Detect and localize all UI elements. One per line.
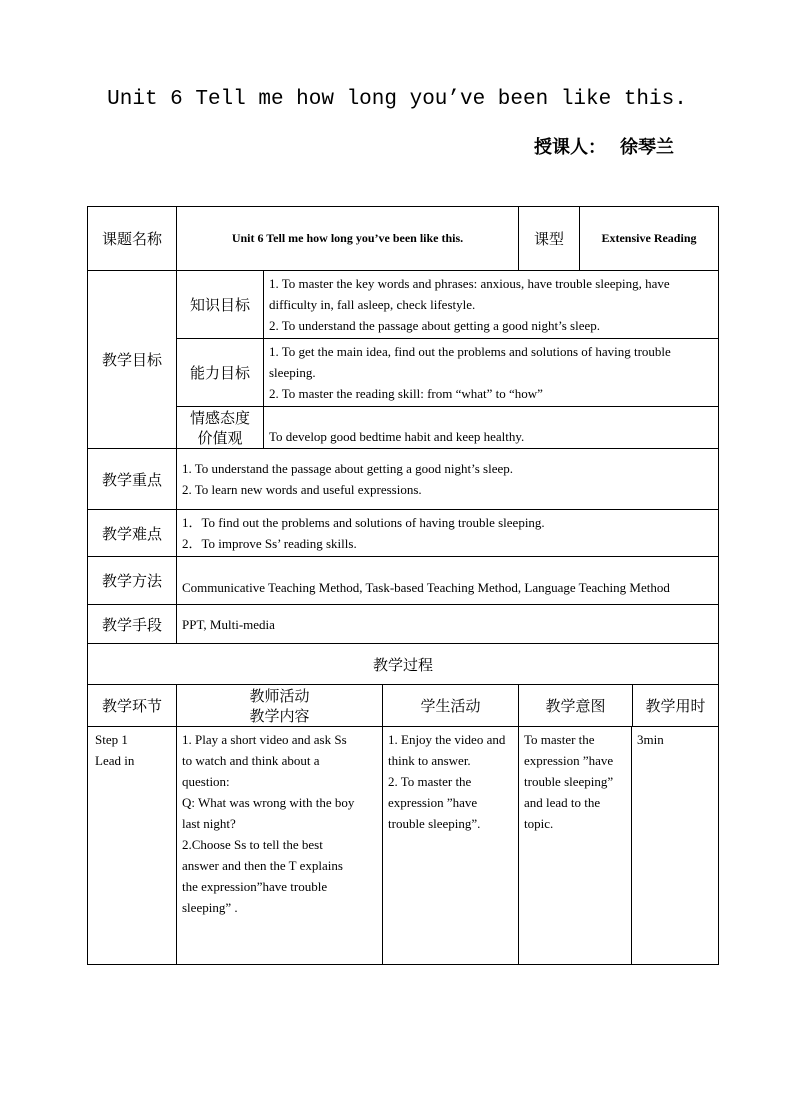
knowledge-item: 2. To understand the passage about getting a good night’s sleep. [269,318,601,333]
means-label: 教学手段 [88,605,177,644]
teacher-activity-item: 2.Choose Ss to tell the best answer and then the T explains the expression”have trouble sleeping” . [182,837,343,915]
page-title: Unit 6 Tell me how long you’ve been like this. [107,88,687,111]
key-point-item: 1. To understand the passage about getting a good night’s sleep. [182,461,514,476]
topic-row [88,207,719,271]
goal-ability-row [88,339,719,407]
difficult-points-cell [177,510,719,557]
knowledge-item: 1. To master the key words and phrases: anxious, have trouble sleeping, have difficulty in, fall asleep, check lifestyle. [269,276,670,312]
teacher-activity-cell [177,727,383,965]
difficult-point-item: 1．To find out the problems and solutions of having trouble sleeping. [182,515,545,530]
knowledge-cell [264,271,719,339]
goals-label: 教学目标 [88,271,177,449]
type-label: 课型 [519,207,580,271]
emotion-text: To develop good bedtime habit and keep healthy. [264,407,719,449]
key-points-row [88,449,719,510]
type-value: Extensive Reading [580,207,719,271]
teacher-line [534,133,674,159]
ability-cell [264,339,719,407]
difficult-points-label: 教学难点 [88,510,177,557]
header-teacher-line: 教学内容 [249,706,310,725]
header-step: 教学环节 [88,685,177,727]
step-line: Step 1 [95,732,128,747]
goal-knowledge-row [88,271,719,339]
header-teacher [177,685,383,727]
means-value: PPT, Multi-media [177,605,719,644]
teacher-label: 授课人： [534,137,606,158]
methods-row [88,557,719,605]
methods-value: Communicative Teaching Method, Task-based Teaching Method, Language Teaching Method [177,557,719,605]
student-activity-item: 2. To master the expression ”have trouble sleeping”. [388,774,481,831]
means-row [88,605,719,644]
ability-item: 1. To get the main idea, find out the problems and solutions of having trouble sleeping. [269,344,671,380]
step-cell [88,727,177,965]
process-title: 教学过程 [88,644,719,685]
key-points-cell [177,449,719,510]
teacher-activity-item: Q: What was wrong with the boy last night? [182,795,355,831]
process-row [88,727,719,965]
emotion-label [177,407,264,449]
header-teacher-line: 教师活动 [249,686,310,705]
ability-label: 能力目标 [177,339,264,407]
difficult-point-item: 2．To improve Ss’ reading skills. [182,536,357,551]
difficult-points-row [88,510,719,557]
header-time: 教学用时 [645,697,706,715]
knowledge-label: 知识目标 [177,271,264,339]
header-intent: 教学意图 [519,685,633,726]
step-line: Lead in [95,753,135,768]
emotion-label-line: 情感态度 [189,408,250,427]
intent-time-cell [519,727,719,965]
process-title-row [88,644,719,685]
key-point-item: 2. To learn new words and useful expressions. [182,482,422,497]
header-intent-time [519,685,719,727]
ability-item: 2. To master the reading skill: from “what” to “how” [269,386,543,401]
process-header-row [88,685,719,727]
teacher-activity-item: 1. Play a short video and ask Ss to watch and think about a question: [182,732,347,789]
methods-label: 教学方法 [88,557,177,605]
student-activity-item: 1. Enjoy the video and think to answer. [388,732,506,768]
time-text: 3min [637,732,664,747]
topic-value: Unit 6 Tell me how long you’ve been like this. [177,207,519,271]
lesson-plan-table [87,206,719,965]
key-points-label: 教学重点 [88,449,177,510]
teacher-name: 徐琴兰 [620,137,674,158]
topic-label: 课题名称 [88,207,177,271]
emotion-label-line: 价值观 [197,428,243,447]
intent-text: To master the expression ”have trouble sleeping” and lead to the topic. [519,727,632,964]
goal-emotion-row [88,407,719,449]
header-student: 学生活动 [383,685,519,727]
student-activity-cell [383,727,519,965]
